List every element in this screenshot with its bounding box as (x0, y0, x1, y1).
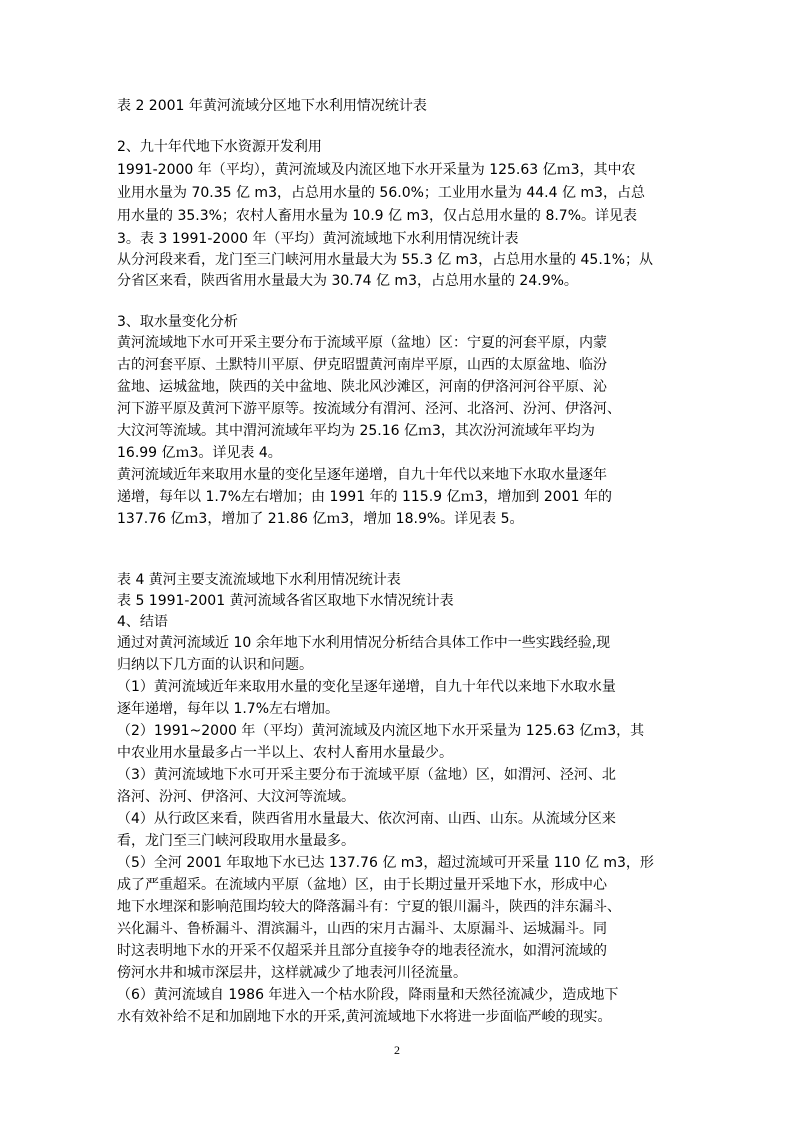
text-line: 3、取水量变化分析 (117, 314, 238, 330)
text-line: 时这表明地下水的开采不仅超采并且部分直接争夺的地表径流水，如渭河流域的 (117, 943, 607, 959)
text-line: 归纳以下几方面的认识和问题。 (117, 657, 313, 673)
text-line: 兴化漏斗、鲁桥漏斗、渭滨漏斗，山西的宋月古漏斗、太原漏斗、运城漏斗。同 (117, 921, 607, 937)
text-line: 盆地、运城盆地，陕西的关中盆地、陕北风沙滩区，河南的伊洛河河谷平原、沁 (117, 379, 607, 395)
text-line: 通过对黄河流域近 10 余年地下水利用情况分析结合具体工作中一些实践经验,现 (117, 635, 611, 651)
text-line: 137.76 亿ｍ3，增加了 21.86 亿ｍ3，增加 18.9%。详见表 5。 (117, 511, 524, 527)
text-line: 傍河水井和城市深层井，这样就减少了地表河川径流量。 (117, 965, 467, 981)
text-line: 用水量的 35.3%；农村人畜用水量为 10.9 亿 m3，仅占总用水量的 8.7%。详见表 (117, 208, 638, 224)
text-line: （2）1991~2000 年（平均）黄河流域及内流区地下水开采量为 125.63 亿ｍ3，其 (117, 723, 645, 739)
text-line: （4）从行政区来看，陕西省用水量最大、依次河南、山西、山东。从流域分区来 (117, 811, 616, 827)
text-line: 表 5 1991-2001 黄河流域各省区取地下水情况统计表 (117, 593, 454, 609)
text-line: 洛河、汾河、伊洛河、大汶河等流域。 (117, 789, 355, 805)
text-line: 黄河流域近年来取用水量的变化呈逐年递增，自九十年代以来地下水取水量逐年 (117, 467, 607, 483)
text-line: （1）黄河流域近年来取用水量的变化呈逐年递增，自九十年代以来地下水取水量 (117, 679, 616, 695)
text-line: 水有效补给不足和加剧地下水的开采,黄河流域地下水将进一步面临严峻的现实。 (117, 1009, 612, 1025)
text-line: 表 4 黄河主要支流流域地下水利用情况统计表 (117, 572, 401, 588)
text-line: 分省区来看，陕西省用水量最大为 30.74 亿 m3，占总用水量的 24.9%。 (117, 273, 578, 289)
text-line: （3）黄河流域地下水可开采主要分布于流域平原（盆地）区，如渭河、泾河、北 (117, 767, 616, 783)
text-line: 2、九十年代地下水资源开发利用 (117, 139, 322, 155)
text-line: 逐年递增，每年以 1.7%左右增加。 (117, 701, 340, 717)
text-line: 1991-2000 年（平均），黄河流域及内流区地下水开采量为 125.63 亿ｍ3，其中农 (117, 162, 636, 178)
text-line: 3。表 3 1991-2000 年（平均）黄河流域地下水利用情况统计表 (117, 231, 519, 247)
text-line: 古的河套平原、土默特川平原、伊克昭盟黄河南岸平原，山西的太原盆地、临汾 (117, 357, 607, 373)
text-line: （5）全河 2001 年取地下水已达 137.76 亿 m3，超过流域可开采量 110 亿 m3，形 (117, 855, 654, 871)
text-line: 看，龙门至三门峡河段取用水量最多。 (117, 833, 355, 849)
text-line: 河下游平原及黄河下游平原等。按流域分有渭河、泾河、北洛河、汾河、伊洛河、 (117, 401, 621, 417)
text-line: 4、结语 (117, 614, 168, 630)
text-line: 业用水量为 70.35 亿 m3，占总用水量的 56.0%；工业用水量为 44.4 亿 m3，占总 (117, 185, 645, 201)
text-line: 16.99 亿ｍ3。详见表 4。 (117, 445, 282, 461)
text-line: 表 2 2001 年黄河流域分区地下水利用情况统计表 (117, 98, 427, 114)
text-line: 从分河段来看，龙门至三门峡河用水量最大为 55.3 亿 m3，占总用水量的 45.1%；从 (117, 252, 653, 268)
text-line: 递增，每年以 1.7%左右增加；由 1991 年的 115.9 亿ｍ3，增加到 2001 年的 (117, 489, 612, 505)
text-line: 地下水埋深和影响范围均较大的降落漏斗有：宁夏的银川漏斗，陕西的沣东漏斗、 (117, 899, 621, 915)
text-line: 黄河流域地下水可开采主要分布于流域平原（盆地）区：宁夏的河套平原，内蒙 (117, 335, 607, 351)
text-line: 大汶河等流域。其中渭河流域年平均为 25.16 亿ｍ3，其次汾河流域年平均为 (117, 423, 595, 439)
page-number: 2 (394, 1043, 400, 1057)
text-line: （6）黄河流域自 1986 年进入一个枯水阶段，降雨量和天然径流减少，造成地下 (117, 987, 619, 1003)
text-line: 中农业用水量最多占一半以上、农村人畜用水量最少。 (117, 745, 453, 761)
text-line: 成了严重超采。在流域内平原（盆地）区，由于长期过量开采地下水，形成中心 (117, 877, 607, 893)
